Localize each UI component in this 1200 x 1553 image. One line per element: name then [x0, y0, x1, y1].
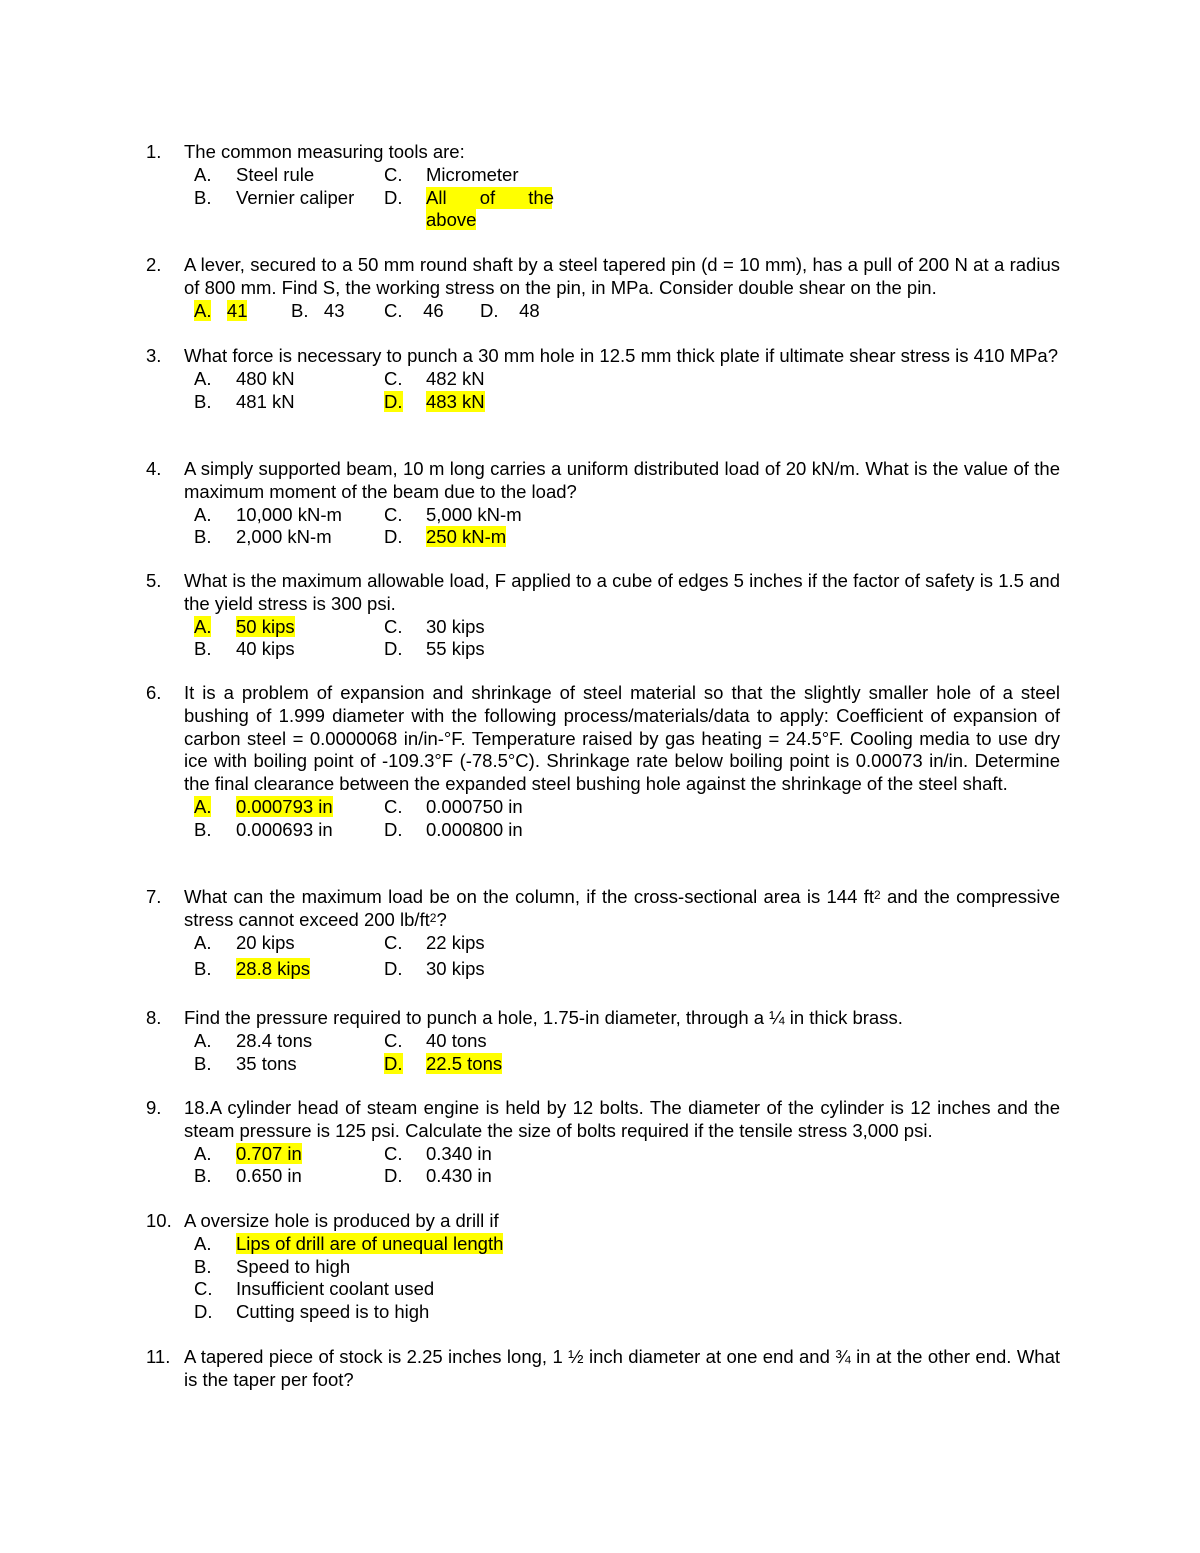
choice-row [184, 819, 1060, 842]
question-9 [146, 1097, 1060, 1188]
choice-b: B. Speed to high [194, 1255, 351, 1277]
choice-row [184, 504, 1060, 527]
choice-b: B. 43 [291, 299, 345, 321]
choice-row [184, 1233, 1060, 1256]
question-5 [146, 570, 1060, 661]
choice-d: D. 30 kips [384, 958, 485, 980]
choice-b: B. 481 kN [194, 390, 295, 412]
choice-d: D. 0.000800 in [384, 818, 523, 840]
choice-a-correct: A. 0.707 in [194, 1142, 302, 1164]
choice-row [184, 300, 1060, 323]
choice-row [184, 1143, 1060, 1166]
question-number: 3. [146, 345, 162, 366]
choice-d-correct: D. 483 kN [384, 390, 485, 412]
choice-c: C. 22 kips [384, 931, 485, 953]
choice-c: C. 30 kips [384, 615, 485, 637]
question-4 [146, 458, 1060, 549]
question-text: What is the maximum allowable load, F applied to a cube of edges 5 inches if the factor of safety is 1.5 and the yield stress is 300 psi. [184, 570, 1060, 614]
choice-row [184, 638, 1060, 661]
choice-c: C. Micrometer [384, 163, 519, 185]
choice-d: D. 0.430 in [384, 1165, 492, 1187]
question-text: 18.A cylinder head of steam engine is held by 12 bolts. The diameter of the cylinder is 12 inches and the steam pressure is 125 psi. Calculate the size of bolts required if the tensile stress 3,000 psi. [184, 1097, 1060, 1141]
choice-b: B. 2,000 kN-m [194, 526, 332, 548]
choice-b: B. Vernier caliper [194, 186, 355, 208]
question-11 [146, 1346, 1060, 1392]
question-number: 5. [146, 570, 162, 591]
question-number: 9. [146, 1097, 162, 1118]
choice-d-correct: D. 22.5 tons [384, 1052, 503, 1074]
choice-a-correct: A. 50 kips [194, 615, 295, 637]
choice-row [184, 391, 1060, 414]
question-number: 8. [146, 1007, 162, 1028]
choice-d: D. 55 kips [384, 638, 485, 660]
choice-c: C. 46 [384, 299, 444, 321]
question-text: What can the maximum load be on the column, if the cross-sectional area is 144 $ft^2$ and the compressive stress cannot exceed 200 $lb/ft^2$? [184, 886, 1060, 930]
choice-c: C. 40 tons [384, 1029, 487, 1051]
choice-b: B. 0.650 in [194, 1165, 302, 1187]
choice-c: C. 0.000750 in [384, 795, 523, 817]
question-text: Find the pressure required to punch a hole, 1.75-in diameter, through a ¼ in thick brass. [184, 1007, 903, 1028]
question-number: 10. [146, 1210, 172, 1231]
choice-row [184, 796, 1060, 819]
choice-b: B. 0.000693 in [194, 818, 333, 840]
choice-c: C. 5,000 kN-m [384, 503, 522, 525]
choice-a: A. 28.4 tons [194, 1029, 313, 1051]
choice-d: D. Cutting speed is to high [194, 1301, 430, 1323]
choice-c: C. 482 kN [384, 367, 485, 389]
question-8 [146, 1007, 1060, 1075]
choice-row [184, 1165, 1060, 1188]
choice-row [184, 1278, 1060, 1301]
question-text: The common measuring tools are: [184, 141, 465, 162]
choice-a: A. 20 kips [194, 931, 295, 953]
choice-a-correct: A. 41 [194, 299, 248, 321]
choice-row [184, 526, 1060, 549]
choice-row [184, 616, 1060, 639]
choice-row [184, 368, 1060, 391]
question-number: 6. [146, 682, 162, 703]
question-number: 11. [146, 1346, 171, 1367]
question-6 [146, 682, 1060, 842]
question-1 [146, 141, 1060, 231]
question-3 [146, 345, 1060, 413]
question-number: 7. [146, 886, 162, 907]
question-text: What force is necessary to punch a 30 mm hole in 12.5 mm thick plate if ultimate shear stress is 410 MPa? [184, 345, 1058, 366]
choice-c: C. 0.340 in [384, 1142, 492, 1164]
question-text: A simply supported beam, 10 m long carries a uniform distributed load of 20 kN/m. What is the value of the maximum moment of the beam due to the load? [184, 458, 1060, 502]
choice-a: A. Steel rule [194, 163, 315, 185]
choice-d: D. 48 [480, 299, 540, 321]
question-number: 2. [146, 254, 162, 275]
choice-row [184, 1256, 1060, 1279]
choice-row [184, 1053, 1060, 1076]
choice-row [184, 164, 1060, 187]
question-number: 4. [146, 458, 162, 479]
choice-a-correct: A. Lips of drill are of unequal length [194, 1232, 504, 1254]
choice-c: C. Insufficient coolant used [194, 1278, 435, 1300]
choice-d-correct: D. All of the above [384, 186, 554, 231]
choice-b-correct: B. 28.8 kips [194, 958, 311, 980]
choice-a: A. 480 kN [194, 367, 295, 389]
choice-row [184, 1030, 1060, 1053]
question-text: A tapered piece of stock is 2.25 inches long, 1 ½ inch diameter at one end and ¾ in at the other end. What is the taper per foot? [184, 1346, 1060, 1390]
question-10 [146, 1210, 1060, 1324]
choice-row [184, 186, 1060, 231]
question-text: It is a problem of expansion and shrinkage of steel material so that the slightly smaller hole of a steel bushing of 1.999 diameter with the following process/materials/data to apply: Coefficient of expansion of carbon steel = 0.0000068 in/in-°F. Temperature raised by gas heating = 24.5°F. Cooling media to use dry ice with boiling point of -109.3°F (-78.5°C). Shrinkage rate below boiling point is 0.00073 in/in. Determine the final clearance between the expanded steel bushing hole against the shrinkage of the steel shaft. [184, 682, 1060, 795]
question-text: A lever, secured to a 50 mm round shaft by a steel tapered pin (d = 10 mm), has a pull of 200 N at a radius of 800 mm. Find S, the working stress on the pin, in MPa. Consider double shear on the pin. [184, 254, 1060, 298]
choice-row [184, 954, 1060, 983]
choice-b: B. 40 kips [194, 638, 295, 660]
question-2 [146, 254, 1060, 322]
choice-a: A. 10,000 kN-m [194, 503, 342, 525]
choice-a-correct: A. 0.000793 in [194, 795, 333, 817]
choice-row [184, 932, 1060, 955]
choice-d-correct: D. 250 kN-m [384, 526, 507, 548]
question-number: 1. [146, 141, 162, 162]
question-7 [146, 886, 1060, 983]
choice-b: B. 35 tons [194, 1052, 297, 1074]
choice-row [184, 1301, 1060, 1324]
question-text: A oversize hole is produced by a drill if [184, 1210, 499, 1231]
